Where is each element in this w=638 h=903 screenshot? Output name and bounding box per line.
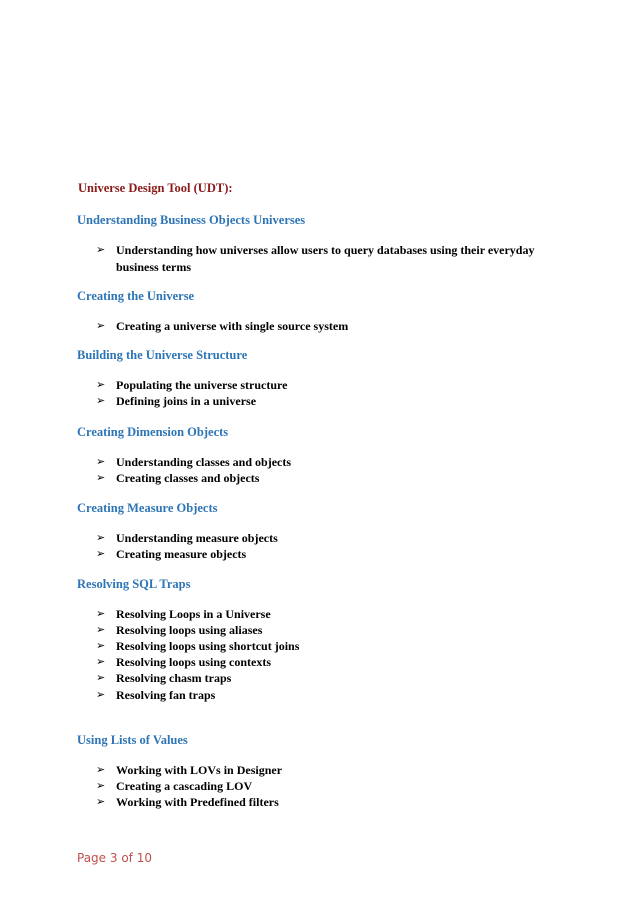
- arrow-bullet-icon: ➢: [96, 639, 106, 652]
- list-item: [96, 687, 556, 704]
- arrow-bullet-icon: ➢: [96, 779, 106, 792]
- list-item: [96, 546, 556, 563]
- arrow-bullet-icon: ➢: [96, 623, 106, 636]
- list-item: [96, 454, 556, 471]
- list-item: [96, 638, 556, 655]
- arrow-bullet-icon: ➢: [96, 394, 106, 407]
- list-item: [96, 377, 556, 394]
- list-item-text: Resolving loops using contexts: [116, 655, 272, 669]
- list-item-text: Working with LOVs in Designer: [116, 763, 283, 777]
- list-item: [96, 622, 556, 639]
- list-item-text: Resolving loops using aliases: [116, 623, 263, 637]
- arrow-bullet-icon: ➢: [96, 243, 106, 256]
- list-item-text: Creating a cascading LOV: [116, 779, 253, 793]
- list-item-text: Working with Predefined filters: [116, 795, 279, 809]
- arrow-bullet-icon: ➢: [96, 671, 106, 684]
- list-item: [96, 606, 556, 623]
- list-item-text: Creating measure objects: [116, 547, 247, 561]
- arrow-bullet-icon: ➢: [96, 688, 106, 701]
- arrow-bullet-icon: ➢: [96, 655, 106, 668]
- list-item: [96, 762, 556, 779]
- section-heading-dimension-objects: Creating Dimension Objects: [77, 425, 229, 439]
- document-title: Universe Design Tool (UDT):: [78, 181, 233, 195]
- arrow-bullet-icon: ➢: [96, 471, 106, 484]
- list-item: [96, 530, 556, 547]
- arrow-bullet-icon: ➢: [96, 455, 106, 468]
- arrow-bullet-icon: ➢: [96, 763, 106, 776]
- section-heading-understanding-universes: Understanding Business Objects Universes: [77, 213, 306, 227]
- arrow-bullet-icon: ➢: [96, 547, 106, 560]
- list-item: [96, 670, 556, 687]
- section-heading-lists-of-values: Using Lists of Values: [77, 733, 188, 747]
- list-item-text: Resolving Loops in a Universe: [116, 607, 271, 621]
- list-item-text: Resolving fan traps: [116, 688, 216, 702]
- list-item-text: Resolving chasm traps: [116, 671, 232, 685]
- list-item-text: Understanding how universes allow users to query databases using their everyday business terms: [116, 243, 535, 274]
- section-heading-measure-objects: Creating Measure Objects: [77, 501, 218, 515]
- list-item-text: Resolving loops using shortcut joins: [116, 639, 300, 653]
- list-item: [96, 778, 556, 795]
- list-item-text: Creating classes and objects: [116, 471, 260, 485]
- arrow-bullet-icon: ➢: [96, 607, 106, 620]
- section-heading-creating-universe: Creating the Universe: [77, 289, 195, 303]
- arrow-bullet-icon: ➢: [96, 531, 106, 544]
- list-item-text: Populating the universe structure: [116, 378, 288, 392]
- list-item: [96, 470, 556, 487]
- arrow-bullet-icon: ➢: [96, 319, 106, 332]
- page-footer: Page 3 of 10: [77, 851, 152, 865]
- arrow-bullet-icon: ➢: [96, 378, 106, 391]
- list-item: [96, 242, 556, 275]
- list-item: [96, 393, 556, 410]
- section-heading-sql-traps: Resolving SQL Traps: [77, 577, 191, 591]
- list-item-text: Understanding classes and objects: [116, 455, 292, 469]
- list-item: [96, 318, 556, 335]
- list-item-text: Creating a universe with single source system: [116, 319, 349, 333]
- section-heading-building-structure: Building the Universe Structure: [77, 348, 248, 362]
- list-item-text: Understanding measure objects: [116, 531, 278, 545]
- arrow-bullet-icon: ➢: [96, 795, 106, 808]
- list-item-text: Defining joins in a universe: [116, 394, 257, 408]
- list-item: [96, 794, 556, 811]
- list-item: [96, 654, 556, 671]
